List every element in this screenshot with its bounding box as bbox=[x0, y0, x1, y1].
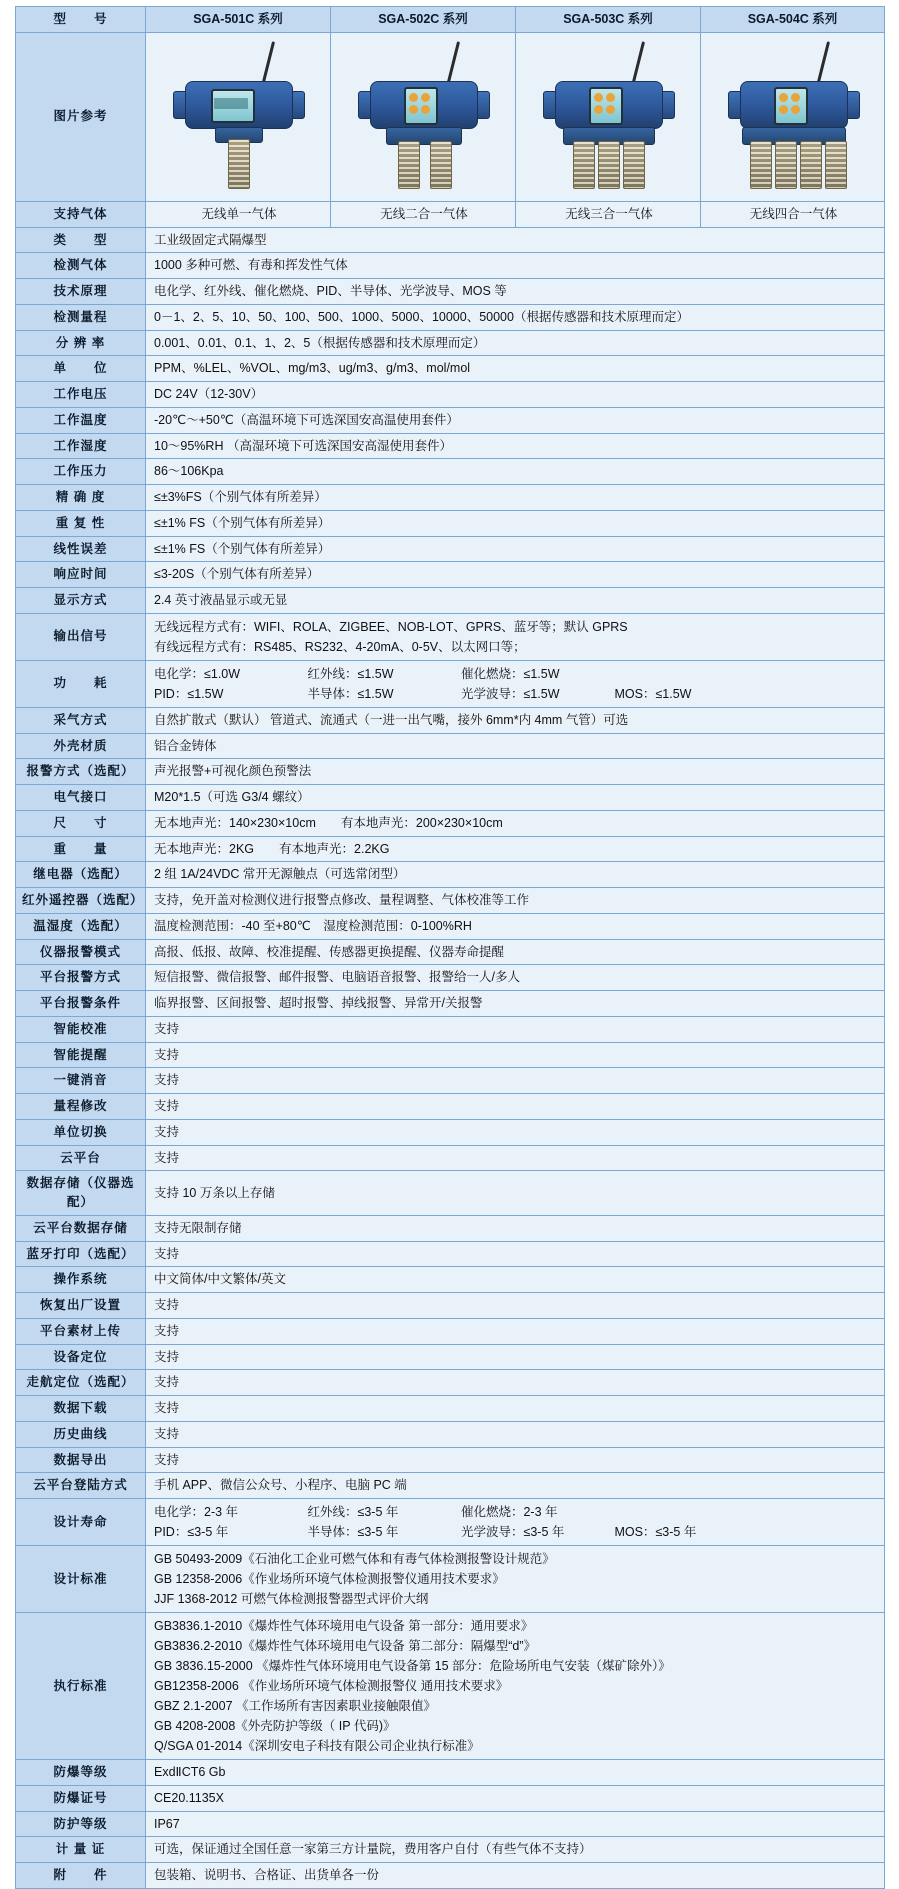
lifespan-optical: 光学波导：≤3-5 年 bbox=[460, 1525, 565, 1539]
exec-standard-item: Q/SGA 01-2014《深圳安电子科技有限公司企业执行标准》 bbox=[154, 1739, 480, 1753]
row-value-output-signal bbox=[146, 613, 885, 660]
table-row bbox=[16, 304, 885, 330]
lifespan-line-2 bbox=[154, 1522, 878, 1542]
power-electrochemical: 电化学：≤1.0W bbox=[154, 666, 241, 681]
table-row bbox=[16, 1042, 885, 1068]
row-label: 数据导出 bbox=[16, 1447, 146, 1473]
table-row bbox=[16, 382, 885, 408]
row-label: 数据下载 bbox=[16, 1396, 146, 1422]
table-row bbox=[16, 991, 885, 1017]
row-label: 量程修改 bbox=[16, 1094, 146, 1120]
specification-table bbox=[15, 6, 885, 1889]
row-value: M20*1.5（可选 G3/4 螺纹） bbox=[146, 785, 885, 811]
table-row bbox=[16, 433, 885, 459]
power-semiconductor: 半导体：≤1.5W bbox=[307, 686, 394, 701]
table-row bbox=[16, 1016, 885, 1042]
model-501c: SGA-501C 系列 bbox=[146, 7, 331, 33]
row-label-model: 型 号 bbox=[16, 7, 146, 33]
table-row-design-standard bbox=[16, 1546, 885, 1613]
table-row bbox=[16, 279, 885, 305]
table-row bbox=[16, 1344, 885, 1370]
table-row bbox=[16, 1370, 885, 1396]
spec-sheet bbox=[0, 6, 899, 1889]
row-value: IP67 bbox=[146, 1811, 885, 1837]
table-row bbox=[16, 1837, 885, 1863]
power-catalytic: 催化燃烧：≤1.5W bbox=[460, 666, 560, 681]
row-label: 检测量程 bbox=[16, 304, 146, 330]
row-label: 类 型 bbox=[16, 227, 146, 253]
row-value-design-standard bbox=[146, 1546, 885, 1613]
table-row bbox=[16, 888, 885, 914]
table-row bbox=[16, 965, 885, 991]
row-label-power: 功 耗 bbox=[16, 660, 146, 707]
row-value: 高报、低报、故障、校准提醒、传感器更换提醒、仪器寿命提醒 bbox=[146, 939, 885, 965]
design-standard-item: JJF 1368-2012 可燃气体检测报警器型式评价大纲 bbox=[154, 1592, 429, 1606]
row-label: 响应时间 bbox=[16, 562, 146, 588]
row-value: 铝合金铸体 bbox=[146, 733, 885, 759]
lifespan-infrared: 红外线：≤3-5 年 bbox=[307, 1505, 399, 1519]
table-row bbox=[16, 1396, 885, 1422]
exec-standard-item: GB 4208-2008《外壳防护等级（ IP 代码)》 bbox=[154, 1719, 396, 1733]
output-wireless: 无线远程方式有：WIFI、ROLA、ZIGBEE、NOB-LOT、GPRS、蓝牙等；默认 GPRS bbox=[154, 619, 628, 634]
table-row bbox=[16, 1094, 885, 1120]
row-label-exec-standard: 执行标准 bbox=[16, 1613, 146, 1760]
table-row-power bbox=[16, 660, 885, 707]
row-value: 临界报警、区间报警、超时报警、掉线报警、异常开/关报警 bbox=[146, 991, 885, 1017]
design-standard-item: GB 12358-2006《作业场所环境气体检测报警仪通用技术要求》 bbox=[154, 1572, 505, 1586]
supported-gas-501c: 无线单一气体 bbox=[146, 201, 331, 227]
row-value: 支持 bbox=[146, 1068, 885, 1094]
row-label: 重 复 性 bbox=[16, 510, 146, 536]
table-row bbox=[16, 1267, 885, 1293]
table-row bbox=[16, 1318, 885, 1344]
table-row-model bbox=[16, 7, 885, 33]
table-row bbox=[16, 939, 885, 965]
row-value: 支持 bbox=[146, 1042, 885, 1068]
supported-gas-504c: 无线四合一气体 bbox=[701, 201, 885, 227]
row-label: 平台素材上传 bbox=[16, 1318, 146, 1344]
row-label: 分 辨 率 bbox=[16, 330, 146, 356]
row-label: 线性误差 bbox=[16, 536, 146, 562]
table-row bbox=[16, 1119, 885, 1145]
row-label-lifespan: 设计寿命 bbox=[16, 1499, 146, 1546]
lifespan-pid: PID：≤3-5 年 bbox=[154, 1525, 229, 1539]
output-wired: 有线远程方式有：RS485、RS232、4-20mA、0-5V、以太网口等； bbox=[154, 639, 526, 654]
table-row bbox=[16, 562, 885, 588]
row-label: 仪器报警模式 bbox=[16, 939, 146, 965]
table-row bbox=[16, 1760, 885, 1786]
power-mos: MOS：≤1.5W bbox=[614, 686, 692, 701]
row-label: 红外遥控器（选配） bbox=[16, 888, 146, 914]
row-label: 检测气体 bbox=[16, 253, 146, 279]
row-label: 智能校准 bbox=[16, 1016, 146, 1042]
model-504c: SGA-504C 系列 bbox=[701, 7, 885, 33]
row-value: 支持 bbox=[146, 1119, 885, 1145]
table-row bbox=[16, 253, 885, 279]
row-label: 蓝牙打印（选配） bbox=[16, 1241, 146, 1267]
row-value: 电化学、红外线、催化燃烧、PID、半导体、光学波导、MOS 等 bbox=[146, 279, 885, 305]
row-value: ≤±3%FS（个别气体有所差异） bbox=[146, 485, 885, 511]
row-label: 温湿度（选配） bbox=[16, 913, 146, 939]
row-value: 工业级固定式隔爆型 bbox=[146, 227, 885, 253]
row-label: 平台报警方式 bbox=[16, 965, 146, 991]
exec-standard-item: GBZ 2.1-2007 《工作场所有害因素职业接触限值》 bbox=[154, 1699, 436, 1713]
table-row bbox=[16, 1068, 885, 1094]
exec-standard-item: GB3836.2-2010《爆炸性气体环境用电气设备 第二部分：隔爆型“d”》 bbox=[154, 1639, 537, 1653]
power-line-1 bbox=[154, 664, 878, 684]
table-row bbox=[16, 1145, 885, 1171]
row-label: 电气接口 bbox=[16, 785, 146, 811]
row-value: 2.4 英寸液晶显示或无显 bbox=[146, 588, 885, 614]
row-value: 支持 bbox=[146, 1293, 885, 1319]
table-row bbox=[16, 1863, 885, 1889]
exec-standard-item: GB 3836.15-2000 《爆炸性气体环境用电气设备第 15 部分：危险场所电气安装（煤矿除外）》 bbox=[154, 1659, 671, 1673]
row-label: 数据存储（仪器选配） bbox=[16, 1171, 146, 1216]
row-value: 支持 bbox=[146, 1094, 885, 1120]
row-value: 声光报警+可视化颜色预警法 bbox=[146, 759, 885, 785]
row-label: 附 件 bbox=[16, 1863, 146, 1889]
row-value: 包装箱、说明书、合格证、出货单各一份 bbox=[146, 1863, 885, 1889]
row-label-output-signal: 输出信号 bbox=[16, 613, 146, 660]
power-optical: 光学波导：≤1.5W bbox=[460, 686, 560, 701]
table-row bbox=[16, 836, 885, 862]
table-row bbox=[16, 1785, 885, 1811]
row-label: 智能提醒 bbox=[16, 1042, 146, 1068]
row-label: 尺 寸 bbox=[16, 810, 146, 836]
row-value: 0－1、2、5、10、50、100、500、1000、5000、10000、50000（根据传感器和技术原理而定） bbox=[146, 304, 885, 330]
row-value: 手机 APP、微信公众号、小程序、电脑 PC 端 bbox=[146, 1473, 885, 1499]
row-value: 支持无限制存储 bbox=[146, 1215, 885, 1241]
power-pid: PID：≤1.5W bbox=[154, 686, 224, 701]
row-value: 可选，保证通过全国任意一家第三方计量院，费用客户自付（有些气体不支持） bbox=[146, 1837, 885, 1863]
row-label: 工作温度 bbox=[16, 407, 146, 433]
row-label-design-standard: 设计标准 bbox=[16, 1546, 146, 1613]
lifespan-line-1 bbox=[154, 1502, 878, 1522]
table-row bbox=[16, 862, 885, 888]
lifespan-semiconductor: 半导体：≤3-5 年 bbox=[307, 1525, 399, 1539]
row-value: 86～106Kpa bbox=[146, 459, 885, 485]
row-value: 无本地声光：140×230×10cm 有本地声光：200×230×10cm bbox=[146, 810, 885, 836]
row-label: 工作湿度 bbox=[16, 433, 146, 459]
supported-gas-502c: 无线二合一气体 bbox=[331, 201, 516, 227]
product-image-502c bbox=[331, 32, 516, 201]
table-row bbox=[16, 1421, 885, 1447]
row-value: 自然扩散式（默认） 管道式、流通式（一进一出气嘴，接外 6mm*内 4mm 气管）可选 bbox=[146, 707, 885, 733]
row-value: 0.001、0.01、0.1、1、2、5（根据传感器和技术原理而定） bbox=[146, 330, 885, 356]
table-row bbox=[16, 227, 885, 253]
table-row bbox=[16, 1171, 885, 1216]
row-value: 短信报警、微信报警、邮件报警、电脑语音报警、报警给一人/多人 bbox=[146, 965, 885, 991]
table-row bbox=[16, 1447, 885, 1473]
table-row bbox=[16, 1241, 885, 1267]
row-value: 温度检测范围：-40 至+80℃ 湿度检测范围：0-100%RH bbox=[146, 913, 885, 939]
row-label: 外壳材质 bbox=[16, 733, 146, 759]
row-label: 云平台 bbox=[16, 1145, 146, 1171]
row-value: 无本地声光：2KG 有本地声光：2.2KG bbox=[146, 836, 885, 862]
row-label: 平台报警条件 bbox=[16, 991, 146, 1017]
row-value: 1000 多种可燃、有毒和挥发性气体 bbox=[146, 253, 885, 279]
row-value: 中文简体/中文繁体/英文 bbox=[146, 1267, 885, 1293]
table-row-supported-gas bbox=[16, 201, 885, 227]
row-label: 计 量 证 bbox=[16, 1837, 146, 1863]
row-value: 支持 10 万条以上存储 bbox=[146, 1171, 885, 1216]
row-label: 显示方式 bbox=[16, 588, 146, 614]
row-label: 设备定位 bbox=[16, 1344, 146, 1370]
row-label: 云平台数据存储 bbox=[16, 1215, 146, 1241]
table-row-exec-standard bbox=[16, 1613, 885, 1760]
row-value: 支持 bbox=[146, 1344, 885, 1370]
row-value: -20℃～+50℃（高温环境下可选深国安高温使用套件） bbox=[146, 407, 885, 433]
table-row bbox=[16, 485, 885, 511]
row-value: 支持 bbox=[146, 1396, 885, 1422]
power-infrared: 红外线：≤1.5W bbox=[307, 666, 394, 681]
supported-gas-503c: 无线三合一气体 bbox=[516, 201, 701, 227]
table-row-output-signal bbox=[16, 613, 885, 660]
table-row bbox=[16, 733, 885, 759]
power-line-2 bbox=[154, 684, 878, 704]
row-label: 单位切换 bbox=[16, 1119, 146, 1145]
row-label: 走航定位（选配） bbox=[16, 1370, 146, 1396]
table-row bbox=[16, 759, 885, 785]
table-row bbox=[16, 1293, 885, 1319]
row-value: ExdⅡCT6 Gb bbox=[146, 1760, 885, 1786]
row-value: 支持 bbox=[146, 1016, 885, 1042]
table-row bbox=[16, 785, 885, 811]
table-row bbox=[16, 356, 885, 382]
table-row bbox=[16, 1811, 885, 1837]
table-row bbox=[16, 536, 885, 562]
row-value: PPM、%LEL、%VOL、mg/m3、ug/m3、g/m3、mol/mol bbox=[146, 356, 885, 382]
table-row bbox=[16, 407, 885, 433]
row-label-supported-gas: 支持气体 bbox=[16, 201, 146, 227]
table-row-lifespan bbox=[16, 1499, 885, 1546]
product-image-504c bbox=[701, 32, 885, 201]
row-label: 报警方式（选配） bbox=[16, 759, 146, 785]
row-label: 单 位 bbox=[16, 356, 146, 382]
row-value: 10～95%RH （高湿环境下可选深国安高湿使用套件） bbox=[146, 433, 885, 459]
model-503c: SGA-503C 系列 bbox=[516, 7, 701, 33]
exec-standard-item: GB12358-2006 《作业场所环境气体检测报警仪 通用技术要求》 bbox=[154, 1679, 509, 1693]
row-value: 支持 bbox=[146, 1421, 885, 1447]
row-value: 支持 bbox=[146, 1145, 885, 1171]
row-label: 继电器（选配） bbox=[16, 862, 146, 888]
row-value-exec-standard bbox=[146, 1613, 885, 1760]
row-label-image-reference: 图片参考 bbox=[16, 32, 146, 201]
row-value: 支持 bbox=[146, 1318, 885, 1344]
row-label: 防爆证号 bbox=[16, 1785, 146, 1811]
row-value-lifespan bbox=[146, 1499, 885, 1546]
row-value: 支持 bbox=[146, 1447, 885, 1473]
row-value: CE20.1135X bbox=[146, 1785, 885, 1811]
row-label: 技术原理 bbox=[16, 279, 146, 305]
lifespan-mos: MOS：≤3-5 年 bbox=[614, 1525, 697, 1539]
table-row bbox=[16, 1473, 885, 1499]
row-label: 精 确 度 bbox=[16, 485, 146, 511]
row-label: 重 量 bbox=[16, 836, 146, 862]
row-label: 防爆等级 bbox=[16, 1760, 146, 1786]
design-standard-item: GB 50493-2009《石油化工企业可燃气体和有毒气体检测报警设计规范》 bbox=[154, 1552, 555, 1566]
lifespan-electrochemical: 电化学：2-3 年 bbox=[154, 1505, 239, 1519]
table-row bbox=[16, 588, 885, 614]
table-row bbox=[16, 1215, 885, 1241]
row-value: ≤3-20S（个别气体有所差异） bbox=[146, 562, 885, 588]
product-image-503c bbox=[516, 32, 701, 201]
row-label: 历史曲线 bbox=[16, 1421, 146, 1447]
table-row bbox=[16, 707, 885, 733]
row-value: DC 24V（12-30V） bbox=[146, 382, 885, 408]
exec-standard-item: GB3836.1-2010《爆炸性气体环境用电气设备 第一部分：通用要求》 bbox=[154, 1619, 534, 1633]
row-label: 采气方式 bbox=[16, 707, 146, 733]
table-row bbox=[16, 459, 885, 485]
table-row bbox=[16, 810, 885, 836]
row-value: 支持 bbox=[146, 1241, 885, 1267]
table-row bbox=[16, 330, 885, 356]
row-label: 防护等级 bbox=[16, 1811, 146, 1837]
row-label: 工作压力 bbox=[16, 459, 146, 485]
row-value: 2 组 1A/24VDC 常开无源触点（可选常闭型） bbox=[146, 862, 885, 888]
table-row-images bbox=[16, 32, 885, 201]
row-label: 工作电压 bbox=[16, 382, 146, 408]
row-value: 支持，免开盖对检测仪进行报警点修改、量程调整、气体校准等工作 bbox=[146, 888, 885, 914]
row-value: ≤±1% FS（个别气体有所差异） bbox=[146, 510, 885, 536]
row-value: ≤±1% FS（个别气体有所差异） bbox=[146, 536, 885, 562]
row-label: 云平台登陆方式 bbox=[16, 1473, 146, 1499]
table-row bbox=[16, 913, 885, 939]
model-502c: SGA-502C 系列 bbox=[331, 7, 516, 33]
row-label: 恢复出厂设置 bbox=[16, 1293, 146, 1319]
lifespan-catalytic: 催化燃烧：2-3 年 bbox=[460, 1505, 558, 1519]
row-label: 操作系统 bbox=[16, 1267, 146, 1293]
row-value-power bbox=[146, 660, 885, 707]
row-label: 一键消音 bbox=[16, 1068, 146, 1094]
row-value: 支持 bbox=[146, 1370, 885, 1396]
product-image-501c bbox=[146, 32, 331, 201]
table-row bbox=[16, 510, 885, 536]
